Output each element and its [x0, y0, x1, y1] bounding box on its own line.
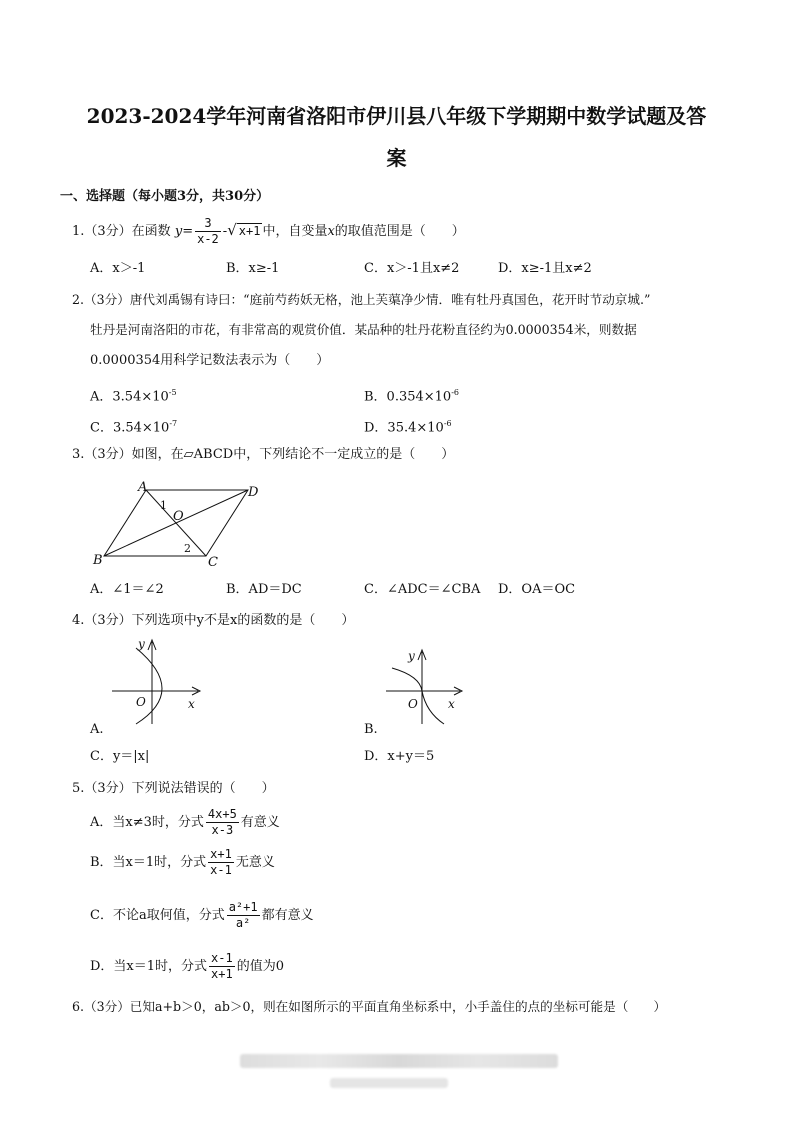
- section-heading: 一、选择题（每小题3分，共30分）: [60, 189, 270, 204]
- q3-option-c: C．∠ADC＝∠CBA: [364, 582, 481, 597]
- q1-eq: =: [182, 224, 194, 239]
- q5-b-pre: B．当x＝1时，分式: [90, 855, 207, 870]
- q2-opt-c-exp: -7: [169, 419, 178, 428]
- curve-b: [392, 668, 444, 724]
- q5-d-post: 的值为0: [236, 959, 284, 974]
- blurred-footer-watermark: [240, 1054, 558, 1068]
- q3-option-a: A．∠1＝∠2: [90, 582, 164, 597]
- q5-c-post: 都有意义: [261, 908, 314, 923]
- q1-suffix: 中，自变量: [262, 224, 328, 239]
- radical-sign-icon: √: [227, 221, 237, 239]
- q1-sqrt: x+1: [238, 224, 261, 238]
- question-1: [72, 216, 465, 247]
- q2-option-a: [90, 383, 177, 407]
- q5-d-fraction: [209, 951, 235, 982]
- q5-c-fraction: [227, 900, 260, 931]
- q1-x: x: [327, 224, 335, 239]
- q2-option-b: [364, 383, 459, 407]
- sideways-parabola-curve: [136, 648, 162, 724]
- q2-line3: 0.0000354用科学记数法表示为（ ）: [90, 353, 330, 368]
- page-title-line1: 2023-2024学年河南省洛阳市伊川县八年级下学期期中数学试题及答: [86, 104, 707, 128]
- parallelogram-figure: [88, 476, 268, 571]
- q2-opt-b-exp: -6: [451, 388, 460, 397]
- q5-a-den: x-3: [211, 823, 234, 837]
- q4-option-d: D．x+y＝5: [364, 749, 435, 764]
- q6-text: 6.（3分）已知a+b＞0，ab＞0，则在如图所示的平面直角坐标系中，小手盖住的点的坐标可能是（ ）: [72, 999, 667, 1014]
- q2-option-c: [90, 414, 177, 438]
- q5-b-fraction: [208, 847, 234, 878]
- q5-text: 5.（3分）下列说法错误的（ ）: [72, 781, 275, 796]
- q5-option-d: [90, 950, 284, 984]
- q5-d-num: x-1: [211, 951, 233, 965]
- graph-b-y-label: y: [408, 649, 415, 663]
- graph-a: [106, 636, 216, 726]
- q2-option-d: [364, 414, 452, 438]
- graph-a-x-label: x: [188, 697, 195, 711]
- q5-b-num: x+1: [210, 847, 232, 861]
- q1-option-c: C．x＞-1且x≠2: [364, 261, 460, 276]
- q1-frac-num: 3: [195, 216, 221, 232]
- label-angle-2: 2: [184, 542, 191, 555]
- q5-b-post: 无意义: [235, 855, 275, 870]
- q4-option-b: B.: [364, 722, 378, 737]
- q3-option-d: D．OA＝OC: [498, 582, 576, 597]
- label-a: A: [138, 480, 148, 495]
- q2-line2: 牡丹是河南洛阳的市花，有非常高的观赏价值．某品种的牡丹花粉直径约为0.0000354米，则数据: [90, 322, 637, 337]
- q1-suffix2: 的取值范围是（ ）: [334, 224, 465, 239]
- label-o: O: [173, 509, 184, 524]
- q5-option-b: [90, 846, 275, 880]
- q2-opt-b-text: B．0.354×10: [364, 389, 452, 405]
- q4-option-a: A.: [90, 722, 104, 737]
- q1-minus: -: [222, 224, 228, 239]
- q1-fraction: [195, 216, 221, 247]
- q1-option-b: B．x≥-1: [226, 261, 280, 276]
- q3-option-b: B．AD＝DC: [226, 582, 302, 597]
- label-b: B: [93, 553, 103, 568]
- q5-d-pre: D．当x＝1时，分式: [90, 959, 208, 974]
- graph-a-origin: O: [136, 695, 146, 709]
- q5-a-post: 有意义: [240, 815, 280, 830]
- page-title-line2: 案: [386, 146, 407, 170]
- q1-option-d: D．x≥-1且x≠2: [498, 261, 592, 276]
- label-c: C: [208, 555, 218, 570]
- graph-b-x-label: x: [448, 697, 455, 711]
- q1-frac-den: x-2: [197, 232, 219, 246]
- graph-b: [382, 646, 472, 726]
- graph-b-origin: O: [408, 697, 418, 711]
- q4-text: 4.（3分）下列选项中y不是x的函数的是（ ）: [72, 613, 355, 628]
- q5-a-num: 4x+5: [207, 807, 237, 821]
- q2-opt-a-text: A．3.54×10: [90, 389, 169, 405]
- q1-prefix: 1.（3分）在函数: [72, 224, 171, 239]
- q1-option-a: A．x＞-1: [90, 261, 146, 276]
- q2-opt-d-exp: -6: [443, 419, 452, 428]
- q5-option-c: [90, 896, 314, 936]
- q4-option-c: C．y＝|x|: [90, 749, 150, 764]
- q2-opt-a-exp: -5: [168, 388, 177, 397]
- q5-a-pre: A．当x≠3时，分式: [90, 815, 204, 830]
- q5-c-den: a²: [235, 916, 251, 930]
- q5-d-den: x+1: [211, 967, 233, 981]
- q5-option-a: [90, 806, 280, 840]
- q2-line1: 2.（3分）唐代刘禹锡有诗曰：“庭前芍药妖无格，池上芙蕖净少情．唯有牡丹真国色，花开时节动京城.”: [72, 292, 651, 307]
- q3-text: 3.（3分）如图，在▱ABCD中，下列结论不一定成立的是（ ）: [72, 447, 455, 462]
- q5-b-den: x-1: [210, 863, 232, 877]
- q5-c-pre: C．不论a取何值，分式: [90, 908, 225, 923]
- q1-y: y: [174, 224, 183, 239]
- q5-a-fraction: [206, 807, 239, 838]
- graph-a-y-label: y: [138, 637, 145, 651]
- label-d: D: [248, 485, 259, 500]
- blurred-footer-watermark-2: [330, 1078, 448, 1088]
- q2-opt-c-text: C．3.54×10: [90, 420, 170, 436]
- q2-opt-d-text: D．35.4×10: [364, 420, 444, 436]
- label-angle-1: 1: [160, 499, 167, 512]
- q5-c-num: a²+1: [228, 900, 258, 914]
